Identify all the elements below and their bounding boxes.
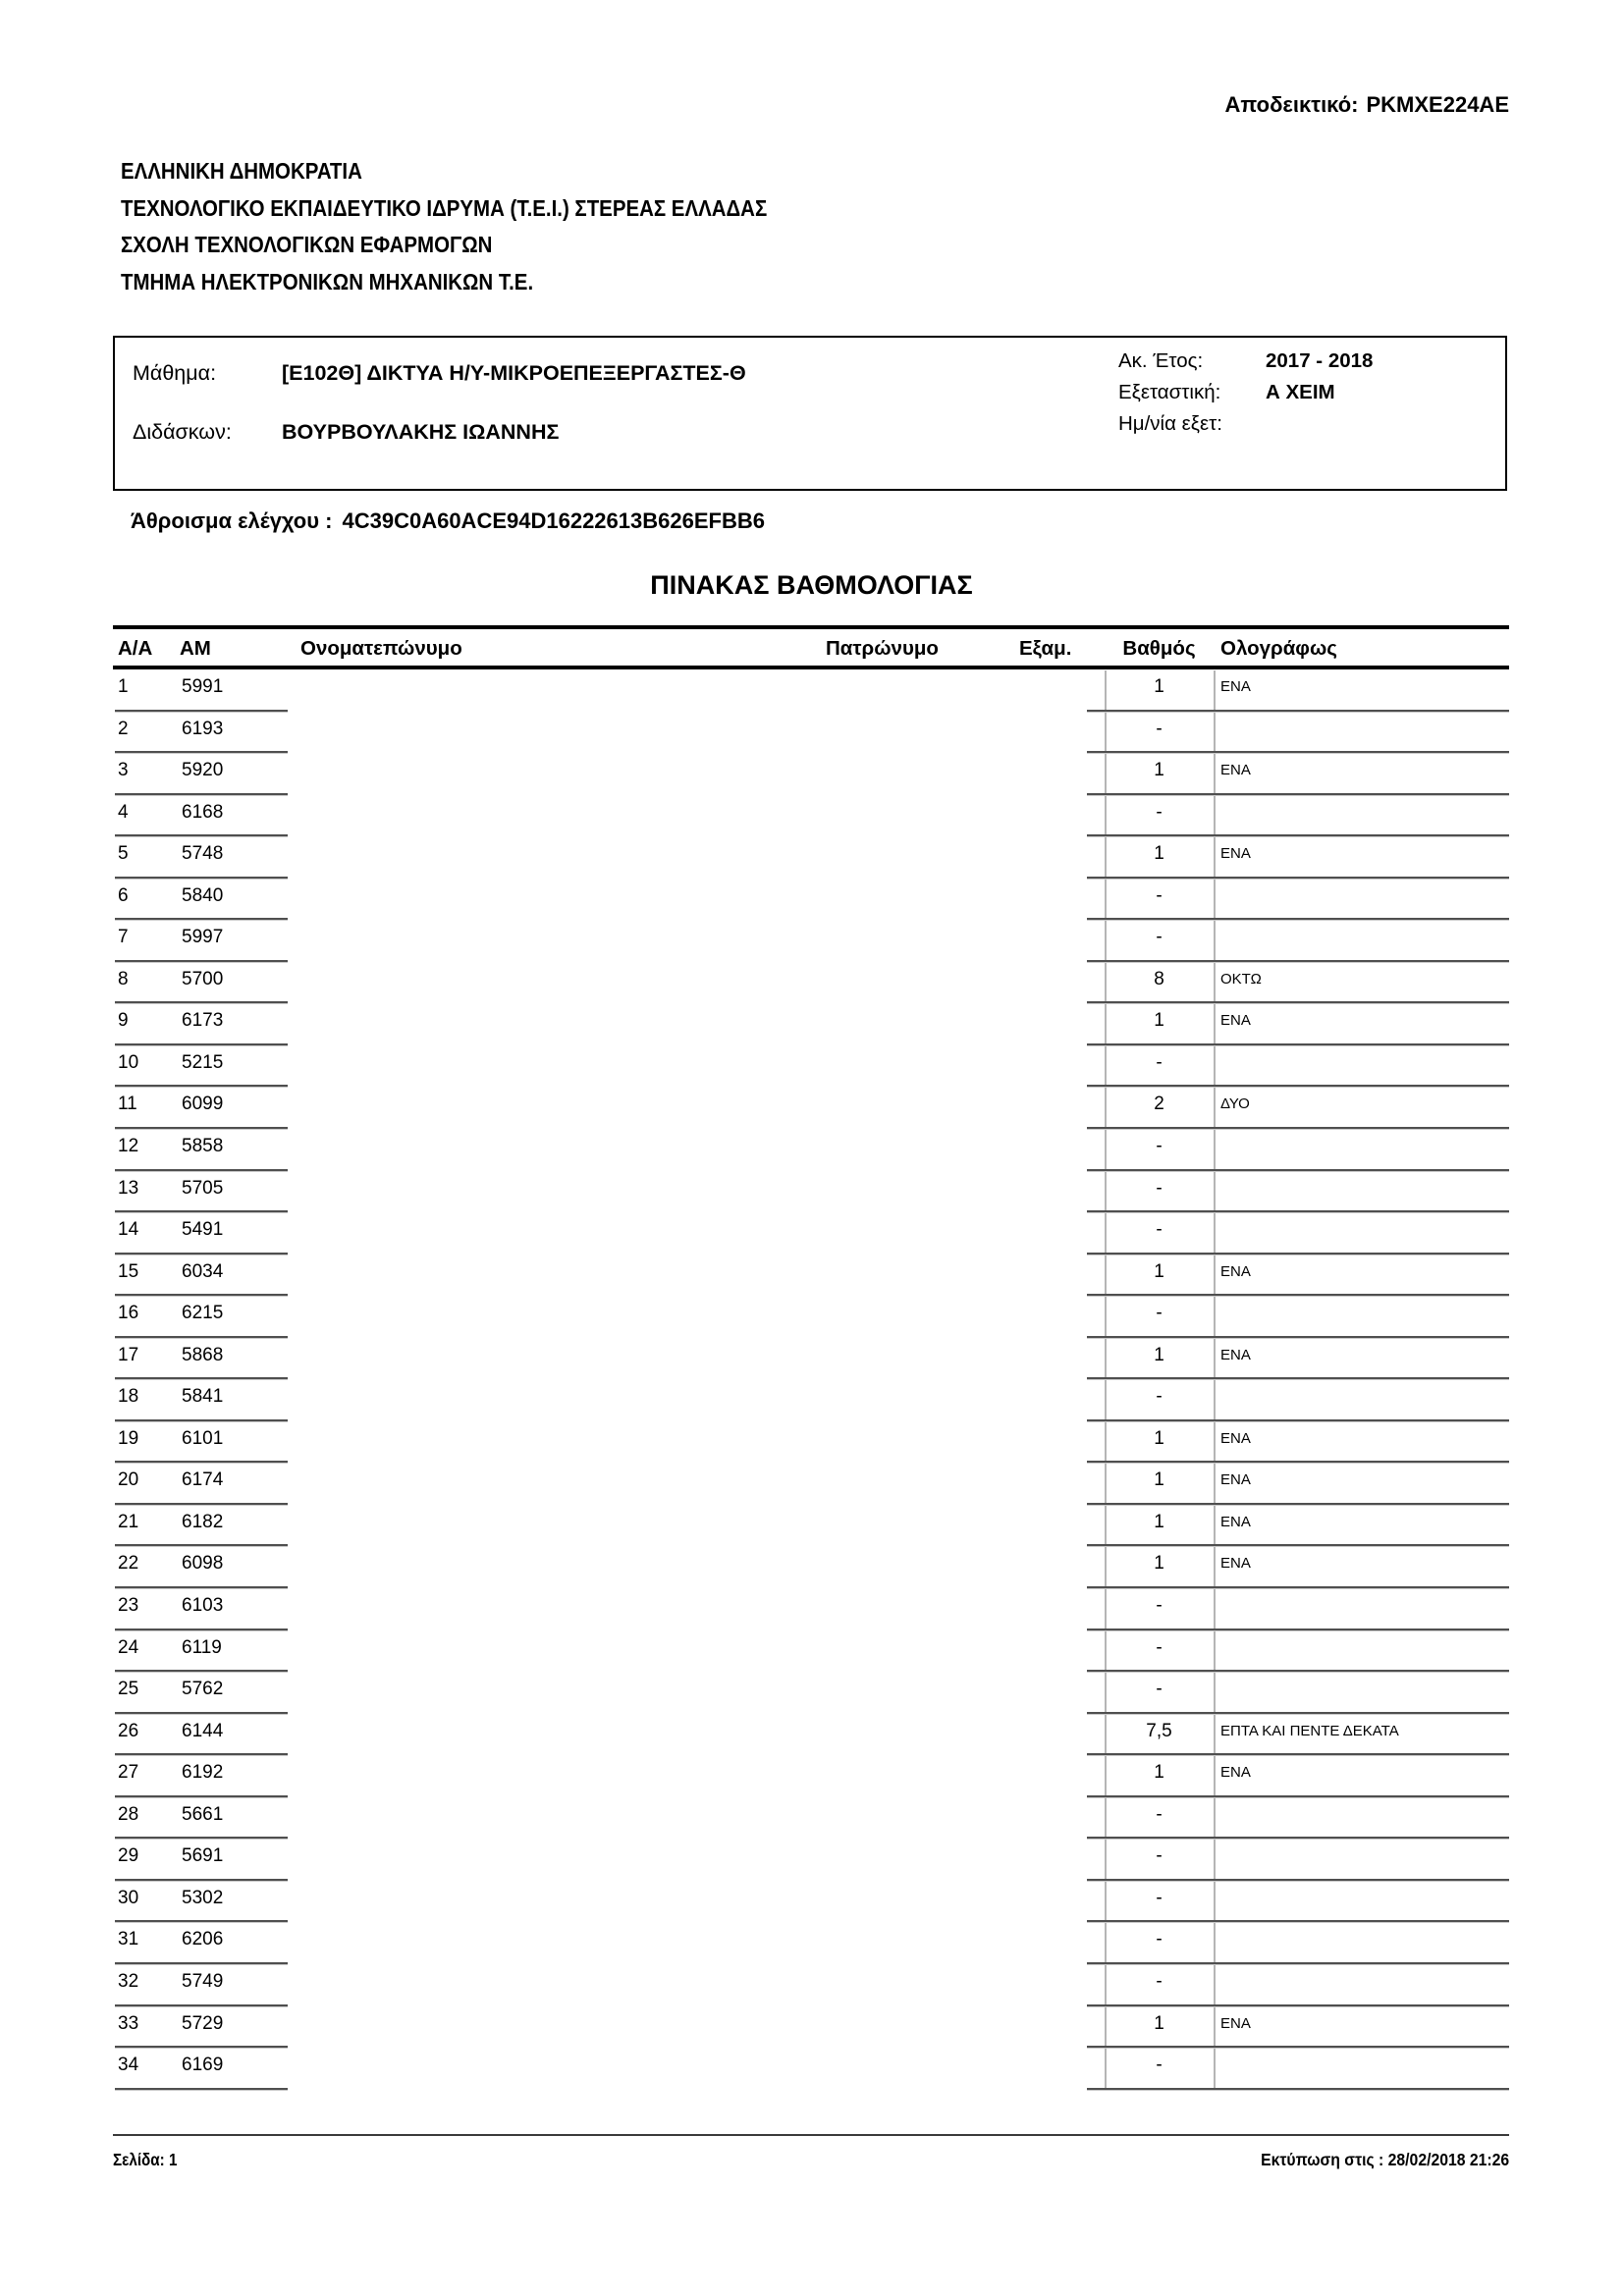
table-row: [113, 712, 1509, 754]
checksum-value: 4C39C0A60ACE94D16222613B626EFBB6: [342, 508, 765, 533]
table-row: [113, 1003, 1509, 1045]
grade-cell-divider: [1214, 670, 1216, 712]
grade-value: -: [1156, 1595, 1163, 1617]
grade-value: -: [1156, 1177, 1163, 1199]
grade-cell-divider: [1214, 1589, 1216, 1630]
grade-value: -: [1156, 1386, 1163, 1408]
proof-code-label: Αποδεικτικό:: [1224, 92, 1359, 117]
row-index: 20: [118, 1469, 139, 1491]
student-am: 5691: [182, 1845, 224, 1867]
grade-words: ΕΝΑ: [1220, 1429, 1251, 1447]
grade-value: 1: [1154, 1010, 1164, 1032]
grade-cell-divider: [1214, 1547, 1216, 1588]
row-index: 10: [118, 1051, 139, 1073]
table-row: [113, 920, 1509, 962]
student-am: 6168: [182, 801, 224, 823]
row-index: 16: [118, 1303, 139, 1324]
grade-words: ΕΝΑ: [1220, 762, 1251, 779]
row-index: 14: [118, 1219, 139, 1241]
instructor-label: Διδάσκων:: [133, 420, 232, 444]
grade-value: -: [1156, 1303, 1163, 1324]
exam-date-label: Ημ/νία εξετ:: [1118, 412, 1222, 435]
grade-value: 1: [1154, 1260, 1164, 1282]
row-index: 26: [118, 1720, 139, 1741]
table-row: [113, 1797, 1509, 1840]
student-am: 5840: [182, 884, 224, 906]
grade-value: -: [1156, 884, 1163, 906]
grade-cell-divider: [1214, 1965, 1216, 2006]
row-index: 9: [118, 1010, 129, 1032]
column-header-am: ΑΜ: [180, 637, 211, 660]
student-am: 6099: [182, 1094, 224, 1115]
grade-value: -: [1156, 1219, 1163, 1241]
table-row: [113, 1881, 1509, 1923]
table-row: [113, 879, 1509, 921]
student-am: 6103: [182, 1595, 224, 1617]
printed-at-label: Εκτύπωση στις : 28/02/2018 21:26: [1260, 2150, 1509, 2169]
proof-code-line: [113, 92, 1509, 118]
row-index: 7: [118, 927, 129, 948]
grade-cell-divider: [1214, 2049, 1216, 2090]
row-index: 32: [118, 1970, 139, 1992]
grade-words: ΕΝΑ: [1220, 845, 1251, 863]
student-am: 5661: [182, 1803, 224, 1825]
grade-cell-divider: [1214, 1673, 1216, 1714]
row-index: 30: [118, 1887, 139, 1908]
institution-line-school: ΣΧΟΛΗ ΤΕΧΝΟΛΟΓΙΚΩΝ ΕΦΑΡΜΟΓΩΝ: [121, 232, 493, 257]
table-row: [113, 669, 1509, 712]
grade-cell-divider: [1214, 1798, 1216, 1840]
grade-value: -: [1156, 1929, 1163, 1950]
table-row: [113, 1672, 1509, 1714]
column-header-words: Ολογράφως: [1220, 637, 1337, 660]
grade-cell-divider: [1214, 1172, 1216, 1213]
grade-value: 1: [1154, 676, 1164, 697]
checksum-line: [131, 508, 765, 534]
student-am: 5858: [182, 1136, 224, 1157]
table-row: [113, 1296, 1509, 1338]
proof-code-value: PKMXE224AE: [1366, 92, 1509, 117]
institution-line-republic: ΕΛΛΗΝΙΚΗ ΔΗΜΟΚΡΑΤΙΑ: [121, 158, 362, 184]
table-row: [113, 753, 1509, 795]
row-index: 23: [118, 1595, 139, 1617]
grade-value: 1: [1154, 1762, 1164, 1784]
grade-cell-divider: [1214, 1631, 1216, 1673]
row-index: 34: [118, 2055, 139, 2076]
grade-table-body: [113, 669, 1509, 2090]
row-index: 11: [118, 1094, 137, 1115]
table-title: ΠΙΝΑΚΑΣ ΒΑΘΜΟΛΟΓΙΑΣ: [650, 570, 973, 600]
row-index: 22: [118, 1553, 139, 1575]
student-am: 6144: [182, 1720, 224, 1741]
student-am: 5491: [182, 1219, 224, 1241]
table-row: [113, 1171, 1509, 1213]
grade-cell-divider: [1214, 1715, 1216, 1756]
row-index: 19: [118, 1427, 139, 1449]
grade-value: -: [1156, 2055, 1163, 2076]
grade-value: -: [1156, 1970, 1163, 1992]
row-index: 6: [118, 884, 129, 906]
grade-cell-divider: [1214, 796, 1216, 837]
course-value: [Ε102Θ] ΔΙΚΤΥΑ Η/Υ-ΜΙΚΡΟΕΠΕΞΕΡΓΑΣΤΕΣ-Θ: [282, 361, 746, 385]
student-am: 6193: [182, 718, 224, 739]
row-index: 3: [118, 760, 129, 781]
grade-cell-divider: [1214, 1464, 1216, 1505]
table-row: [113, 1755, 1509, 1797]
grade-cell-divider: [1214, 963, 1216, 1004]
table-row: [113, 1630, 1509, 1673]
row-index: 28: [118, 1803, 139, 1825]
table-row: [113, 1045, 1509, 1088]
table-row: [113, 1379, 1509, 1421]
institution-line-department: ΤΜΗΜΑ ΗΛΕΚΤΡΟΝΙΚΩΝ ΜΗΧΑΝΙΚΩΝ Τ.Ε.: [121, 268, 534, 294]
table-row: [113, 1546, 1509, 1588]
grade-cell-divider: [1214, 1297, 1216, 1338]
row-index: 5: [118, 843, 129, 865]
grade-cell-divider: [1214, 2007, 1216, 2049]
table-row: [113, 795, 1509, 837]
grade-words: ΕΝΑ: [1220, 1012, 1251, 1030]
grade-value: 7,5: [1146, 1720, 1172, 1741]
grade-cell-divider: [1214, 1882, 1216, 1923]
row-index: 12: [118, 1136, 139, 1157]
row-index: 1: [118, 676, 129, 697]
row-index: 13: [118, 1177, 139, 1199]
student-am: 5729: [182, 2012, 224, 2034]
row-index: 15: [118, 1260, 139, 1282]
institution-header: [121, 153, 767, 300]
student-am: 5748: [182, 843, 224, 865]
grade-words: ΕΝΑ: [1220, 1764, 1251, 1782]
table-row: [113, 1463, 1509, 1505]
row-index: 31: [118, 1929, 139, 1950]
table-row: [113, 1588, 1509, 1630]
table-row: [113, 2048, 1509, 2090]
row-index: 25: [118, 1679, 139, 1700]
institution-line-tei: ΤΕΧΝΟΛΟΓΙΚΟ ΕΚΠΑΙΔΕΥΤΙΚΟ ΙΔΡΥΜΑ (Τ.Ε.Ι.) ΣΤΕΡΕΑΣ ΕΛΛΑΔΑΣ: [121, 194, 768, 221]
row-index: 33: [118, 2012, 139, 2034]
table-row: [113, 2006, 1509, 2049]
grade-words: ΔΥΟ: [1220, 1095, 1250, 1113]
student-am: 6169: [182, 2055, 224, 2076]
grade-value: 8: [1154, 968, 1164, 989]
student-am: 6173: [182, 1010, 224, 1032]
grade-cell-divider: [1214, 1255, 1216, 1297]
grade-value: -: [1156, 1636, 1163, 1658]
column-header-semester: Εξαμ.: [1019, 637, 1072, 660]
table-row: [113, 1505, 1509, 1547]
student-am: 6098: [182, 1553, 224, 1575]
grade-cell-divider: [1214, 837, 1216, 879]
row-index: 29: [118, 1845, 139, 1867]
page-number-label: Σελίδα: 1: [113, 2150, 178, 2169]
grade-value: -: [1156, 1845, 1163, 1867]
grade-value: 1: [1154, 1511, 1164, 1532]
grade-words: ΕΝΑ: [1220, 2014, 1251, 2032]
grade-value: 1: [1154, 1344, 1164, 1365]
row-index: 21: [118, 1511, 139, 1532]
table-row: [113, 1212, 1509, 1255]
grade-cell-divider: [1214, 1756, 1216, 1797]
student-am: 6215: [182, 1303, 224, 1324]
student-am: 6119: [182, 1636, 222, 1658]
student-am: 5705: [182, 1177, 224, 1199]
student-am: 5997: [182, 927, 224, 948]
student-am: 5700: [182, 968, 224, 989]
grade-words: ΕΝΑ: [1220, 1513, 1251, 1530]
grade-words: ΕΝΑ: [1220, 1262, 1251, 1280]
student-am: 6192: [182, 1762, 224, 1784]
row-index: 8: [118, 968, 129, 989]
grade-cell-divider: [1214, 1088, 1216, 1129]
grade-words: ΟΚΤΩ: [1220, 970, 1262, 988]
grade-cell-divider: [1214, 921, 1216, 962]
student-am: 5749: [182, 1970, 224, 1992]
footer-divider: [113, 2134, 1509, 2136]
grade-words: ΕΝΑ: [1220, 678, 1251, 695]
table-row: [113, 1338, 1509, 1380]
student-am: 5841: [182, 1386, 224, 1408]
table-row: [113, 962, 1509, 1004]
course-label: Μάθημα:: [133, 361, 217, 385]
grade-value: -: [1156, 718, 1163, 739]
grade-value: 1: [1154, 843, 1164, 865]
grade-value: -: [1156, 1887, 1163, 1908]
grade-cell-divider: [1214, 1339, 1216, 1380]
student-am: 6174: [182, 1469, 224, 1491]
grade-words: ΕΝΑ: [1220, 1471, 1251, 1489]
grade-table-header: [113, 625, 1509, 669]
column-header-aa: Α/Α: [118, 637, 153, 660]
table-row: [113, 1087, 1509, 1129]
grade-value: -: [1156, 1803, 1163, 1825]
grade-value: 2: [1154, 1094, 1164, 1115]
table-row: [113, 1964, 1509, 2006]
column-header-name: Ονοματεπώνυμο: [300, 637, 462, 660]
grade-value: -: [1156, 801, 1163, 823]
table-row: [113, 1421, 1509, 1464]
student-am: 5920: [182, 760, 224, 781]
exam-period-value: Α ΧΕΙΜ: [1266, 381, 1335, 403]
student-am: 5868: [182, 1344, 224, 1365]
grade-cell-divider: [1214, 1380, 1216, 1421]
grade-value: -: [1156, 1136, 1163, 1157]
grade-value: 1: [1154, 1553, 1164, 1575]
column-header-grade: Βαθμός: [1122, 637, 1196, 660]
row-index: 17: [118, 1344, 139, 1365]
grade-cell-divider: [1214, 1004, 1216, 1045]
table-row: [113, 1255, 1509, 1297]
student-am: 6034: [182, 1260, 224, 1282]
instructor-value: ΒΟΥΡΒΟΥΛΑΚΗΣ ΙΩΑΝΝΗΣ: [282, 420, 560, 444]
grade-words: ΕΝΑ: [1220, 1555, 1251, 1573]
student-am: 6101: [182, 1427, 224, 1449]
grade-words: ΕΠΤΑ ΚΑΙ ΠΕΝΤΕ ΔΕΚΑΤΑ: [1220, 1722, 1399, 1739]
row-index: 24: [118, 1636, 139, 1658]
student-am: 6206: [182, 1929, 224, 1950]
row-index: 18: [118, 1386, 139, 1408]
grade-value: 1: [1154, 1427, 1164, 1449]
grade-cell-divider: [1214, 1422, 1216, 1464]
grade-cell-divider: [1214, 1840, 1216, 1881]
row-index: 2: [118, 718, 129, 739]
grade-value: 1: [1154, 1469, 1164, 1491]
checksum-label: Άθροισμα ελέγχου :: [131, 508, 333, 533]
table-row: [113, 1129, 1509, 1171]
row-index: 4: [118, 801, 129, 823]
column-header-patronym: Πατρώνυμο: [826, 637, 939, 660]
student-am: 6182: [182, 1511, 224, 1532]
row-index: 27: [118, 1762, 139, 1784]
grade-cell-divider: [1214, 754, 1216, 795]
academic-year-value: 2017 - 2018: [1266, 349, 1374, 372]
exam-period-label: Εξεταστική:: [1118, 381, 1221, 403]
course-info-box: [113, 336, 1507, 491]
grade-value: -: [1156, 1051, 1163, 1073]
grade-cell-divider: [1214, 1046, 1216, 1088]
grade-value: 1: [1154, 760, 1164, 781]
grade-cell-divider: [1214, 1130, 1216, 1171]
grade-cell-divider: [1214, 880, 1216, 921]
grade-cell-divider: [1214, 1506, 1216, 1547]
table-row: [113, 1922, 1509, 1964]
grade-words: ΕΝΑ: [1220, 1346, 1251, 1363]
student-am: 5215: [182, 1051, 224, 1073]
grade-cell-divider: [1214, 1923, 1216, 1964]
grade-cell-divider: [1214, 1213, 1216, 1255]
table-row: [113, 836, 1509, 879]
student-am: 5302: [182, 1887, 224, 1908]
grade-cell-divider: [1214, 713, 1216, 754]
table-row: [113, 1714, 1509, 1756]
grade-value: -: [1156, 927, 1163, 948]
grade-value: -: [1156, 1679, 1163, 1700]
academic-year-label: Ακ. Έτος:: [1118, 349, 1204, 372]
grade-value: 1: [1154, 2012, 1164, 2034]
student-am: 5991: [182, 676, 224, 697]
table-row: [113, 1839, 1509, 1881]
student-am: 5762: [182, 1679, 224, 1700]
